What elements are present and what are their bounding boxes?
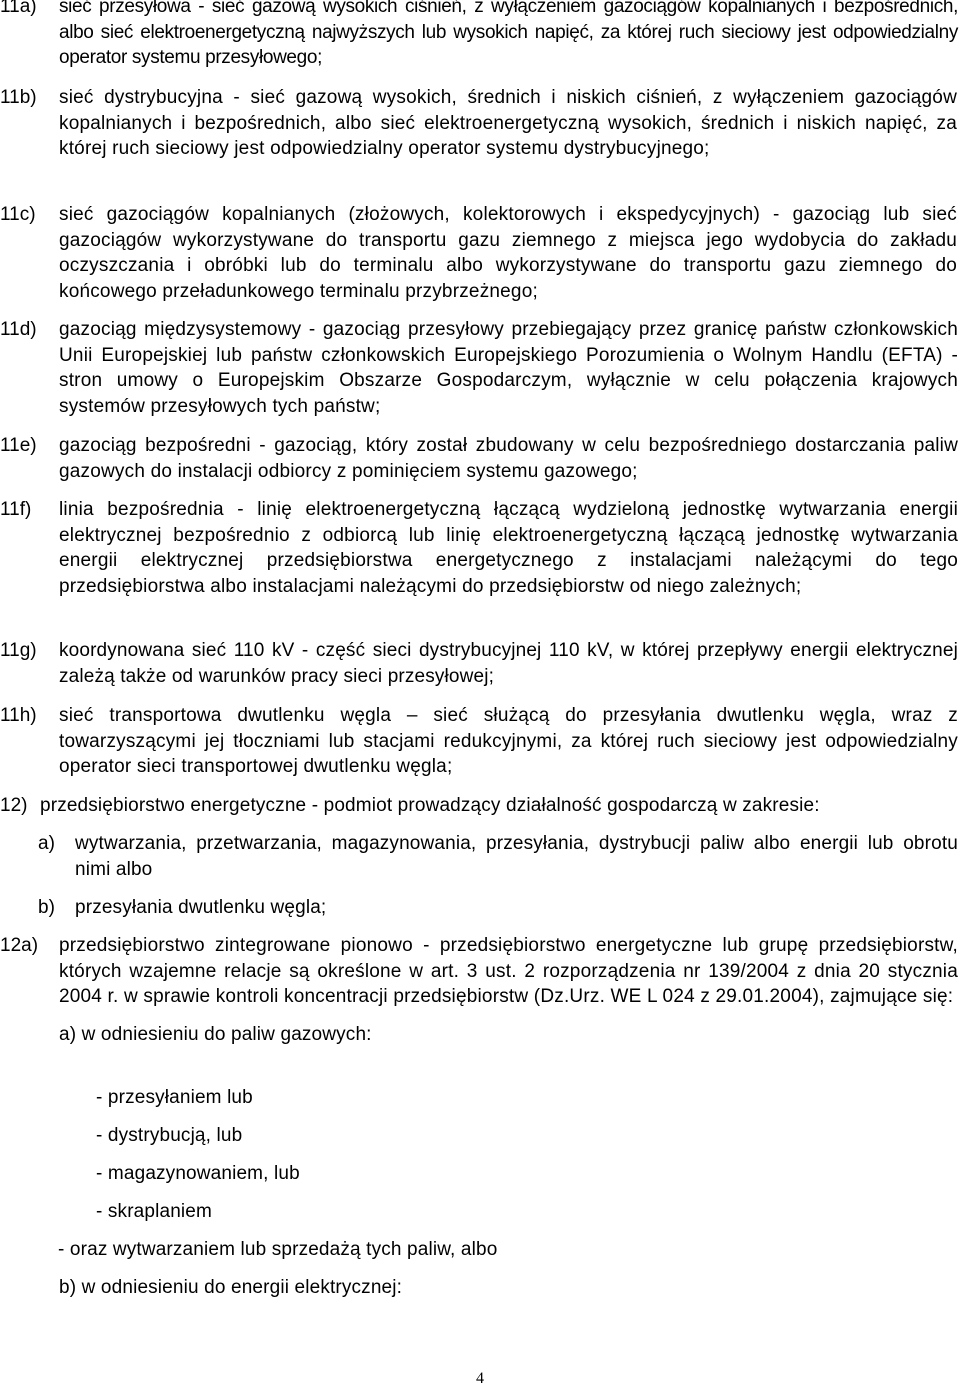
definition-11a [0, 0, 960, 71]
definition-number: 11e) [0, 435, 37, 456]
definition-number: 12a) [0, 935, 39, 956]
definition-number: 12) [0, 795, 28, 816]
definition-11d [0, 317, 960, 420]
sublist-b-heading: b) w odniesieniu do energii elektrycznej: [59, 1277, 403, 1298]
definition-text: linia bezpośrednia - linię elektroenergetyczną łączącą wydzieloną jednostkę wytwarzania energii elektrycznej bezpośrednio z odbiorcą lub linię elektroenergetyczną łączącą jednostkę wytwarzania energii elektrycznej przedsiębiorstwa energetycznego z instalacjami należącymi do tego przedsiębiorstwa albo instalacjami należącymi do przedsiębiorstw od niego zależnych; [59, 499, 958, 598]
sublist-closing: - oraz wytwarzaniem lub sprzedażą tych paliw, albo [58, 1239, 498, 1260]
definition-12 [0, 793, 960, 819]
definition-number: 11h) [0, 705, 37, 726]
definition-text: przedsiębiorstwo energetyczne - podmiot prowadzący działalność gospodarczą w zakresie: [40, 795, 820, 816]
definition-text: sieć dystrybucyjna - sieć gazową wysokich, średnich i niskich ciśnień, z wyłączeniem gazociągów kopalnianych i bezpośrednich, albo sieć elektroenergetyczną wysokich, średnich i niskich napięć, za której ruch sieciowy jest odpowiedzialny operator systemu dystrybucyjnego; [59, 87, 957, 160]
definition-number: 11b) [0, 87, 37, 108]
definition-text: gazociąg międzysystemowy - gazociąg przesyłowy przebiegający przez granicę państw członkowskich Unii Europejskiej lub państw członkowskich Europejskiego Porozumienia o Wolnym Handlu (EFTA) - stron umowy o Europejskim Obszarze Gospodarczym, wyłącznie w celu połączenia krajowych systemów przesyłowych tych państw; [59, 319, 958, 418]
definition-text: gazociąg bezpośredni - gazociąg, który został zbudowany w celu bezpośredniego dostarczania paliw gazowych do instalacji odbiorcy z pominięciem systemu gazowego; [59, 435, 958, 482]
page-number: 4 [476, 1370, 484, 1387]
sublist-a-heading: a) w odniesieniu do paliw gazowych: [59, 1024, 372, 1045]
sublist-dash-item: - dystrybucją, lub [96, 1125, 243, 1146]
definition-text: koordynowana sieć 110 kV - część sieci dystrybucyjnej 110 kV, w której przepływy energii elektrycznej zależą także od warunków pracy sieci przesyłowej; [59, 640, 958, 687]
definition-number: 11c) [0, 204, 36, 225]
definition-11e [0, 433, 960, 484]
sublist-dash-item: - skraplaniem [96, 1201, 212, 1222]
definition-11h [0, 703, 960, 780]
subitem-text: przesyłania dwutlenku węgla; [75, 897, 327, 918]
sublist-dash-item: - magazynowaniem, lub [96, 1163, 300, 1184]
subitem-text: wytwarzania, przetwarzania, magazynowania, przesyłania, dystrybucji paliw albo energii lub obrotu nimi albo [75, 833, 958, 880]
definition-12-sub-a [0, 831, 960, 882]
definition-text: sieć gazociągów kopalnianych (złożowych, kolektorowych i ekspedycyjnych) - gazociąg lub sieć gazociągów wykorzystywane do transportu gazu ziemnego z miejsca jego wydobycia do zakładu oczyszczania i obróbki lub do terminalu albo wykorzystywane do transportu gazu ziemnego do końcowego przeładunkowego terminalu przybrzeżnego; [59, 204, 957, 303]
sublist-dash-item: - przesyłaniem lub [96, 1087, 253, 1108]
subitem-letter: a) [38, 833, 55, 854]
definition-number: 11a) [0, 0, 37, 17]
definition-text: sieć transportowa dwutlenku węgla – sieć służącą do przesyłania dwutlenku węgla, wraz z towarzyszącymi jej tłoczniami lub stacjami redukcyjnymi, za której ruch sieciowy jest odpowiedzialny operator sieci transportowej dwutlenku węgla; [59, 705, 958, 778]
definition-number: 11f) [0, 499, 32, 520]
definition-11g [0, 638, 960, 689]
subitem-letter: b) [38, 897, 55, 918]
definition-12a [0, 933, 960, 1010]
definition-number: 11d) [0, 319, 37, 340]
definition-11c [0, 202, 960, 305]
definition-number: 11g) [0, 640, 37, 661]
definition-11b [0, 85, 960, 162]
definition-text: sieć przesyłowa - sieć gazową wysokich ciśnień, z wyłączeniem gazociągów kopalnianych i bezpośrednich, albo sieć elektroenergetyczną najwyższych lub wysokich napięć, za której ruch sieciowy jest odpowiedzialny operator systemu przesyłowego; [59, 0, 958, 69]
definition-11f [0, 497, 960, 600]
definition-text: przedsiębiorstwo zintegrowane pionowo - przedsiębiorstwo energetyczne lub grupę przedsiębiorstw, których wzajemne relacje są określone w art. 3 ust. 2 rozporządzenia nr 139/2004 z dnia 20 stycznia 2004 r. w sprawie kontroli koncentracji przedsiębiorstw (Dz.Urz. WE L 024 z 29.01.2004), zajmujące się: [59, 935, 958, 1008]
definition-12-sub-b [0, 895, 960, 921]
